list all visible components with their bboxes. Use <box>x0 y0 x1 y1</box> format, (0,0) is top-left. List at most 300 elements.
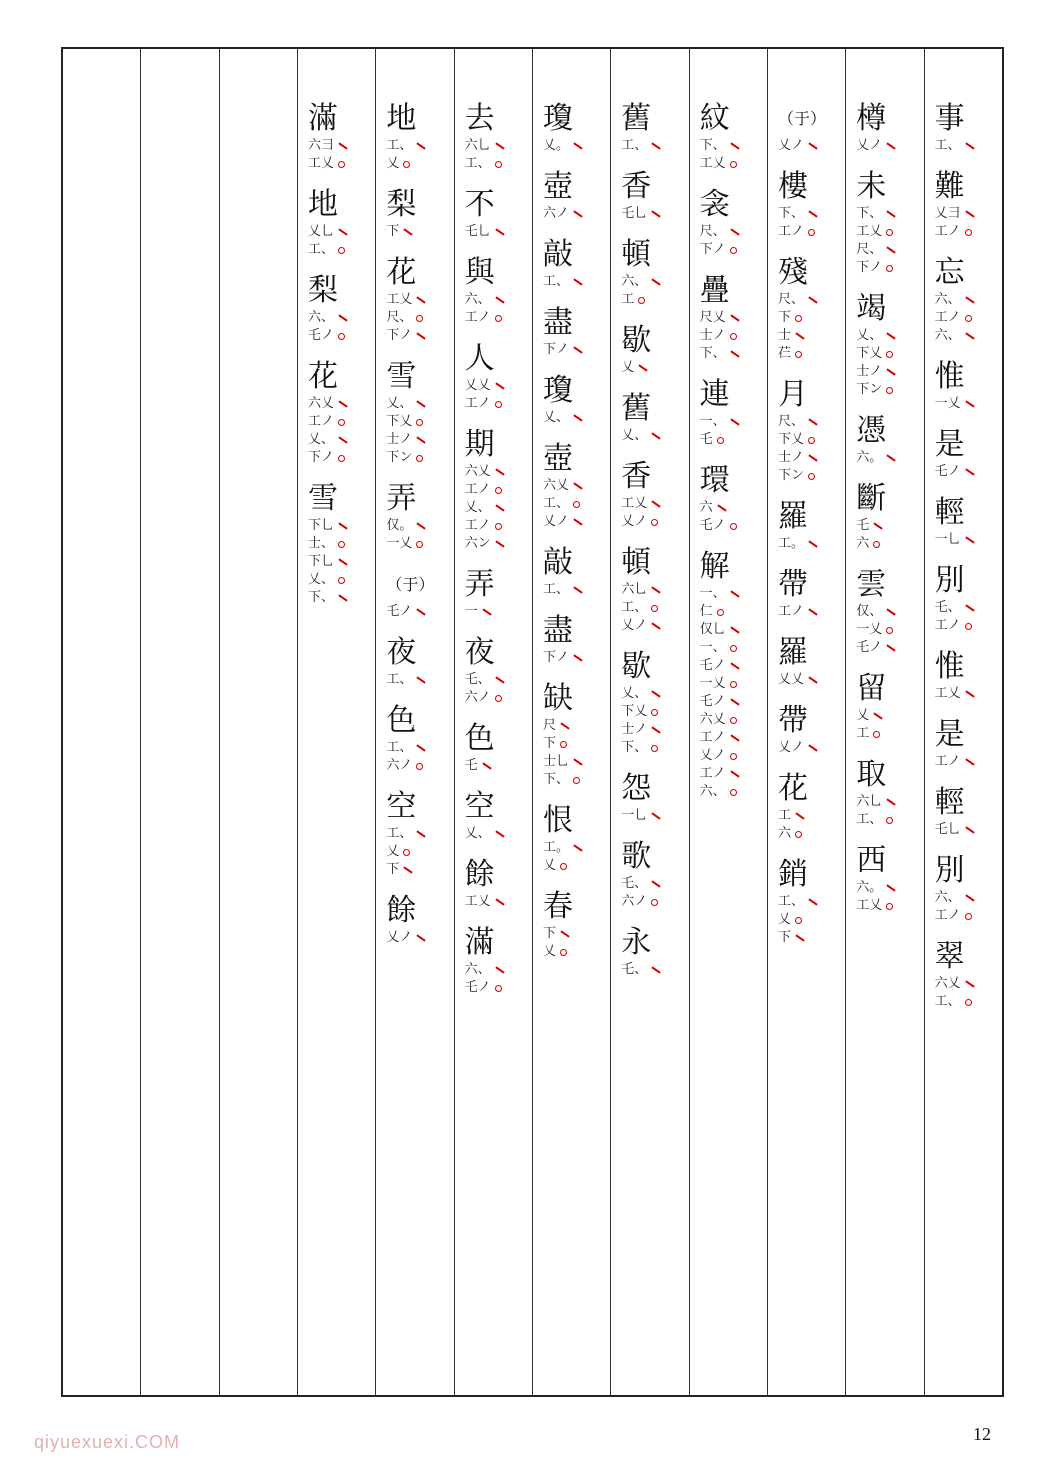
gongche-notation <box>308 571 345 589</box>
beat-circle-icon <box>560 863 567 870</box>
notation-text: 六乂 <box>542 478 569 493</box>
gongche-notation <box>778 137 818 155</box>
lyric-stack <box>151 101 214 1391</box>
beat-tick-icon <box>482 608 491 615</box>
notation-text: 工 <box>621 292 635 307</box>
beat-tick-icon <box>730 698 739 705</box>
beat-tick-icon <box>874 522 883 529</box>
notation-text: 士ノ <box>777 450 804 465</box>
notation-text: 一、 <box>699 640 726 655</box>
beat-tick-icon <box>965 210 974 217</box>
lyric-unit <box>386 481 449 553</box>
notation-text: 六、 <box>934 890 961 905</box>
gongche-notation <box>543 735 567 753</box>
notation-text: 尺、 <box>777 292 804 307</box>
gongche-notation <box>778 671 818 689</box>
watermark: qiyuexuexi.COM <box>34 1432 181 1452</box>
gongche-notation <box>778 535 818 553</box>
beat-circle-icon <box>403 849 410 856</box>
lyric-character: 敲 <box>542 237 573 272</box>
lyric-unit <box>465 341 528 413</box>
beat-tick-icon <box>573 758 582 765</box>
notation-text: 工。 <box>542 840 569 855</box>
lyric-character: 月 <box>777 377 808 412</box>
notation-text: 工ノ <box>934 754 961 769</box>
notation-text: 下ノ <box>307 450 334 465</box>
gongche-notation <box>856 707 883 725</box>
lyric-character: 連 <box>699 377 730 412</box>
gongche-notation <box>778 929 805 947</box>
beat-tick-icon <box>795 332 804 339</box>
gongche-notation <box>543 771 580 789</box>
beat-circle-icon <box>965 999 972 1006</box>
notation-text: 六、 <box>699 784 726 799</box>
lyric-character: 弄 <box>386 481 417 516</box>
notation-text: 工乂 <box>621 496 648 511</box>
gongche-notation <box>465 463 505 481</box>
gongche-notation <box>778 431 815 449</box>
gongche-notation <box>308 589 348 607</box>
beat-tick-icon <box>404 228 413 235</box>
gongche-notation <box>935 753 975 771</box>
lyric-unit <box>778 101 841 155</box>
lyric-character: 滿 <box>307 101 338 136</box>
beat-tick-icon <box>730 314 739 321</box>
notation-text: 乇乚 <box>464 224 491 239</box>
gongche-notation <box>543 925 570 943</box>
gongche-notation <box>856 811 893 829</box>
beat-circle-icon <box>886 817 893 824</box>
gongche-notation <box>543 477 583 495</box>
lyric-character: 敲 <box>542 545 573 580</box>
notation-text: 工乂 <box>386 292 413 307</box>
gongche-notation <box>386 395 426 413</box>
lyric-character: 難 <box>934 169 965 204</box>
score-column <box>376 49 454 1395</box>
notation-text: 工ノ <box>464 482 491 497</box>
lyric-character: 花 <box>307 359 338 394</box>
notation-text: 六乂 <box>934 976 961 991</box>
notation-text: 工 <box>856 726 870 741</box>
lyric-character: 殘 <box>777 255 808 290</box>
lyric-stack <box>700 101 763 1391</box>
notation-text: 六ノ <box>542 206 569 221</box>
gongche-notation <box>465 689 502 707</box>
notation-text: 工、 <box>934 138 961 153</box>
gongche-notation <box>935 327 975 345</box>
beat-tick-icon <box>808 540 817 547</box>
score-column <box>768 49 846 1395</box>
beat-tick-icon <box>495 468 504 475</box>
lyric-character: 色 <box>464 721 495 756</box>
notation-text: 六乂 <box>699 712 726 727</box>
gongche-notation <box>935 685 975 703</box>
gongche-notation <box>700 657 740 675</box>
gongche-notation <box>856 603 896 621</box>
notation-text: 乂 <box>542 944 556 959</box>
lyric-unit <box>700 549 763 801</box>
beat-tick-icon <box>495 382 504 389</box>
notation-text: 乂 <box>856 708 870 723</box>
notation-text: 工、 <box>542 582 569 597</box>
lyric-unit <box>778 169 841 241</box>
gongche-notation <box>386 223 413 241</box>
lyric-unit <box>465 101 528 173</box>
lyric-unit <box>935 785 998 839</box>
beat-tick-icon <box>730 418 739 425</box>
lyric-unit <box>386 789 449 879</box>
beat-tick-icon <box>652 622 661 629</box>
notation-text: 乇、 <box>464 672 491 687</box>
lyric-unit <box>465 857 528 911</box>
gongche-notation <box>856 793 896 811</box>
notation-text: 六ン <box>464 536 491 551</box>
notation-text: 乂乚 <box>307 224 334 239</box>
notation-text: 芢 <box>777 346 791 361</box>
lyric-character: 帶 <box>777 567 808 602</box>
notation-text: 乇ノ <box>464 980 491 995</box>
score-column <box>220 49 298 1395</box>
lyric-character: 事 <box>934 101 965 136</box>
gongche-notation <box>386 739 426 757</box>
beat-circle-icon <box>730 753 737 760</box>
notation-text: 一、 <box>699 414 726 429</box>
notation-text: 乇ノ <box>699 694 726 709</box>
lyric-character: 輕 <box>934 785 965 820</box>
beat-circle-icon <box>651 745 658 752</box>
beat-circle-icon <box>730 247 737 254</box>
beat-circle-icon <box>416 763 423 770</box>
beat-tick-icon <box>652 142 661 149</box>
notation-text: 士ノ <box>699 328 726 343</box>
beat-circle-icon <box>651 605 658 612</box>
notation-text: 乇、 <box>621 962 648 977</box>
notation-text: 工ノ <box>464 310 491 325</box>
lyric-character: 斷 <box>856 481 887 516</box>
notation-text: 乇 <box>856 518 870 533</box>
lyric-stack <box>73 101 136 1391</box>
beat-circle-icon <box>416 419 423 426</box>
beat-circle-icon <box>495 487 502 494</box>
lyric-character: 未 <box>856 169 887 204</box>
gongche-notation <box>935 821 975 839</box>
notation-text: 六彐 <box>307 138 334 153</box>
lyric-unit <box>465 255 528 327</box>
beat-circle-icon <box>795 351 802 358</box>
notation-text: 下乚 <box>307 518 334 533</box>
gongche-notation <box>856 345 893 363</box>
gongche-notation <box>935 617 972 635</box>
gongche-notation <box>465 893 505 911</box>
beat-circle-icon <box>795 917 802 924</box>
gongche-notation <box>543 495 580 513</box>
notation-text: 一、 <box>699 586 726 601</box>
lyric-character: 期 <box>464 427 495 462</box>
lyric-character: 盡 <box>542 305 573 340</box>
notation-text: 士乚 <box>542 754 569 769</box>
gongche-notation <box>543 273 583 291</box>
gongche-notation <box>386 155 410 173</box>
notation-text: 乂、 <box>386 396 413 411</box>
lyric-unit <box>543 373 606 427</box>
lyric-stack <box>935 101 998 1391</box>
lyric-character: 憑 <box>856 413 887 448</box>
notation-text: 下、 <box>856 206 883 221</box>
beat-tick-icon <box>338 436 347 443</box>
lyric-unit <box>386 703 449 775</box>
beat-tick-icon <box>573 586 582 593</box>
beat-circle-icon <box>873 731 880 738</box>
notation-text: 乂、 <box>621 428 648 443</box>
lyric-unit <box>621 101 684 155</box>
notation-text: 六乂 <box>307 396 334 411</box>
beat-tick-icon <box>417 142 426 149</box>
notation-text: 乂 <box>621 360 635 375</box>
score-column <box>455 49 533 1395</box>
notation-text: 下 <box>777 930 791 945</box>
beat-tick-icon <box>887 798 896 805</box>
lyric-unit <box>935 717 998 771</box>
beat-tick-icon <box>965 690 974 697</box>
notation-text: 乂乂 <box>464 378 491 393</box>
lyric-unit <box>621 169 684 223</box>
gongche-notation <box>465 603 492 621</box>
beat-circle-icon <box>873 541 880 548</box>
gongche-notation <box>778 911 802 929</box>
notation-text: 下 <box>386 224 400 239</box>
lyric-character: 惟 <box>934 359 965 394</box>
lyric-unit <box>621 925 684 979</box>
lyric-unit <box>700 377 763 449</box>
gongche-notation <box>621 617 661 635</box>
beat-tick-icon <box>965 758 974 765</box>
gongche-notation <box>386 929 426 947</box>
beat-tick-icon <box>965 536 974 543</box>
notation-text: 乂ノ <box>621 618 648 633</box>
lyric-unit <box>543 169 606 223</box>
notation-text: 六、 <box>307 310 334 325</box>
gongche-notation <box>935 309 972 327</box>
lyric-character: 惟 <box>934 649 965 684</box>
beat-tick-icon <box>965 604 974 611</box>
gongche-notation <box>386 757 423 775</box>
gongche-notation <box>856 223 893 241</box>
notation-text: 工ノ <box>464 396 491 411</box>
notation-text: 乇ノ <box>699 518 726 533</box>
gongche-notation <box>700 639 737 657</box>
beat-tick-icon <box>338 400 347 407</box>
gongche-notation <box>935 137 975 155</box>
lyric-character: 輕 <box>934 495 965 530</box>
lyric-stack <box>465 101 528 1391</box>
lyric-character: 樓 <box>777 169 808 204</box>
beat-circle-icon <box>495 161 502 168</box>
notation-text: 工ノ <box>934 618 961 633</box>
lyric-character: 解 <box>699 549 730 584</box>
gongche-notation <box>465 517 502 535</box>
lyric-unit <box>621 323 684 377</box>
notation-text: 工乂 <box>464 894 491 909</box>
beat-circle-icon <box>338 455 345 462</box>
beat-circle-icon <box>965 623 972 630</box>
gongche-notation <box>543 857 567 875</box>
gongche-notation <box>700 431 724 449</box>
gongche-notation <box>308 413 345 431</box>
lyric-unit <box>308 101 371 173</box>
notation-text: 乂ノ <box>542 514 569 529</box>
notation-text: 尺乂 <box>699 310 726 325</box>
lyric-character: 瓊 <box>542 373 573 408</box>
gongche-notation <box>856 535 880 553</box>
lyric-unit <box>856 567 919 657</box>
gongche-notation <box>543 513 583 531</box>
notation-text: 乂、 <box>621 686 648 701</box>
lyric-unit <box>308 187 371 259</box>
gongche-notation <box>308 449 345 467</box>
gongche-notation <box>621 205 661 223</box>
beat-tick-icon <box>887 644 896 651</box>
beat-tick-icon <box>573 654 582 661</box>
beat-tick-icon <box>652 880 661 887</box>
gongche-notation <box>308 553 348 571</box>
beat-tick-icon <box>338 522 347 529</box>
lyric-unit <box>856 291 919 399</box>
lyric-unit <box>778 771 841 843</box>
beat-tick-icon <box>495 966 504 973</box>
lyric-unit <box>621 391 684 445</box>
gongche-notation <box>856 897 893 915</box>
beat-tick-icon <box>874 712 883 719</box>
notation-text: 工 <box>777 808 791 823</box>
beat-circle-icon <box>338 541 345 548</box>
beat-tick-icon <box>495 898 504 905</box>
beat-tick-icon <box>495 228 504 235</box>
beat-tick-icon <box>795 812 804 819</box>
lyric-character: 雪 <box>386 359 417 394</box>
gongche-notation <box>700 413 740 431</box>
lyric-unit <box>778 255 841 363</box>
lyric-unit <box>386 359 449 467</box>
lyric-character: 色 <box>386 703 417 738</box>
notation-text: 仅。 <box>386 518 413 533</box>
gongche-notation <box>856 639 896 657</box>
beat-tick-icon <box>495 540 504 547</box>
notation-text: 乇ノ <box>856 640 883 655</box>
notation-text: 仅乚 <box>699 622 726 637</box>
beat-circle-icon <box>651 519 658 526</box>
beat-circle-icon <box>886 627 893 634</box>
notation-text: 工ノ <box>464 518 491 533</box>
lyric-unit <box>856 169 919 277</box>
lyric-unit <box>621 545 684 635</box>
notation-text: 士 <box>777 328 791 343</box>
beat-circle-icon <box>338 333 345 340</box>
page-number: 12 <box>973 1424 991 1444</box>
gongche-notation <box>308 155 345 173</box>
gongche-notation <box>465 137 505 155</box>
lyric-unit <box>621 839 684 911</box>
beat-circle-icon <box>886 351 893 358</box>
beat-circle-icon <box>730 523 737 530</box>
gongche-notation <box>308 535 345 553</box>
beat-tick-icon <box>573 844 582 851</box>
notation-text: 乇、 <box>934 600 961 615</box>
gongche-notation <box>856 381 893 399</box>
gongche-notation <box>308 241 345 259</box>
gongche-notation <box>543 341 583 359</box>
gongche-notation <box>543 137 583 155</box>
gongche-notation <box>935 531 975 549</box>
notation-text: 下、 <box>777 206 804 221</box>
lyric-unit <box>935 427 998 481</box>
beat-circle-icon <box>403 161 410 168</box>
notation-text: 下ン <box>386 450 413 465</box>
lyric-character: 舊 <box>621 391 652 426</box>
gongche-notation <box>700 241 737 259</box>
lyric-character: 歌 <box>621 839 652 874</box>
beat-tick-icon <box>573 278 582 285</box>
lyric-unit <box>621 771 684 825</box>
notation-text: 尺、 <box>856 242 883 257</box>
beat-circle-icon <box>808 473 815 480</box>
notation-text: 工、 <box>307 242 334 257</box>
notation-text: 下 <box>386 862 400 877</box>
gongche-notation <box>621 137 661 155</box>
gongche-notation <box>621 291 645 309</box>
notation-text: 乂 <box>386 844 400 859</box>
notation-text: 六、 <box>621 274 648 289</box>
beat-tick-icon <box>495 830 504 837</box>
beat-tick-icon <box>652 966 661 973</box>
notation-text: 下ノ <box>699 242 726 257</box>
lyric-character: 衾 <box>699 187 730 222</box>
gongche-notation <box>543 581 583 599</box>
beat-tick-icon <box>887 608 896 615</box>
gongche-notation <box>778 603 818 621</box>
gongche-notation <box>700 223 740 241</box>
beat-circle-icon <box>730 645 737 652</box>
gongche-notation <box>465 961 505 979</box>
lyric-unit <box>935 939 998 1011</box>
lyric-unit <box>543 613 606 667</box>
beat-tick-icon <box>652 432 661 439</box>
notation-text: 工、 <box>621 138 648 153</box>
beat-tick-icon <box>560 930 569 937</box>
gongche-notation <box>621 513 658 531</box>
notation-text: 乇、 <box>621 876 648 891</box>
gongche-notation <box>700 621 740 639</box>
gongche-notation <box>778 807 805 825</box>
lyric-character: 留 <box>856 671 887 706</box>
notation-text: 乂、 <box>464 826 491 841</box>
lyric-character: 瓊 <box>542 101 573 136</box>
gongche-notation <box>856 517 883 535</box>
notation-text: 六乂 <box>464 464 491 479</box>
notation-text: 工ノ <box>777 604 804 619</box>
lyric-character: 頓 <box>621 545 652 580</box>
gongche-notation <box>386 671 426 689</box>
beat-tick-icon <box>338 314 347 321</box>
lyric-unit <box>700 187 763 259</box>
notation-text: 工ノ <box>777 224 804 239</box>
notation-text: 士、 <box>307 536 334 551</box>
lyric-stack <box>856 101 919 1391</box>
notation-text: 工ノ <box>934 310 961 325</box>
notation-text: 乂 <box>542 858 556 873</box>
gongche-notation <box>621 599 658 617</box>
beat-circle-icon <box>495 401 502 408</box>
gongche-notation <box>465 757 492 775</box>
